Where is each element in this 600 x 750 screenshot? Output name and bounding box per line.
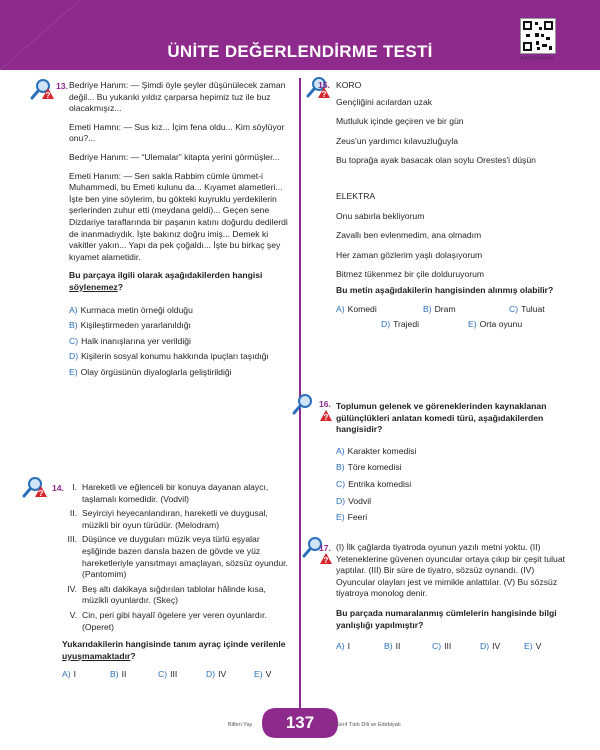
question-13 — [69, 80, 294, 382]
verse-line: Bitmez tükenmez bir çile dolduruyorum — [336, 269, 485, 280]
answer-option[interactable]: D) IV — [480, 641, 501, 652]
statement-item: IV. Beş altı dakikaya sığdırılan tablolar hâlinde kısa, müzikli oyunlardır. (Skeç) — [67, 583, 266, 606]
question-15 — [336, 80, 566, 331]
section-heading: KORO — [336, 80, 362, 90]
question-stem: Toplumun gelenek ve göreneklerinden kaynaklanan gülünçlükleri anlatan komedi türü, aşağıdakilerden hangisidir? — [336, 401, 547, 435]
answer-option[interactable]: E) V — [254, 669, 272, 680]
answer-option[interactable]: C) Entrika komedisi — [336, 478, 412, 489]
answer-option[interactable]: E) Olay örgüsünün diyaloglarla geliştirildiği — [69, 366, 232, 377]
answer-option[interactable]: A) I — [62, 669, 76, 680]
verse-line: Mutluluk içinde geçiren ve bir gün — [336, 116, 464, 127]
question-number: 15. — [318, 80, 330, 90]
page-number: 137 — [285, 713, 315, 732]
svg-text:?: ? — [323, 413, 329, 421]
warning-icon — [320, 410, 332, 421]
answer-option[interactable]: C) Tuluat — [509, 303, 545, 314]
svg-text:?: ? — [323, 556, 329, 564]
answer-option[interactable]: D) Vodvil — [336, 495, 372, 506]
question-stem: Yukarıdakilerin hangisinde tanım ayraç içinde verilenle uyuşmamaktadır? — [62, 639, 286, 661]
answer-option[interactable]: E) Orta oyunu — [468, 318, 523, 329]
answer-option[interactable]: B) II — [110, 669, 127, 680]
answer-option[interactable]: D) Kişilerin sosyal konumu hakkında ipuçları taşıdığı — [69, 351, 269, 362]
answer-option[interactable]: B) Kişileştirmeden yararlanıldığı — [69, 320, 191, 331]
answer-option[interactable]: D) IV — [206, 669, 227, 680]
svg-text:?: ? — [321, 90, 327, 98]
answer-option[interactable]: A) Kurmaca metin örneği olduğu — [69, 304, 193, 315]
warning-icon — [35, 486, 47, 497]
verse-line: Onu sabırla bekliyorum — [336, 210, 425, 221]
answer-option[interactable]: A) Karakter komedisi — [336, 445, 417, 456]
question-stem: Bu parçaya ilgili olarak aşağıdakilerden hangisi söylenemez? — [69, 270, 263, 292]
answer-options-row — [336, 641, 566, 653]
question-number: 13. — [56, 81, 68, 91]
answer-options-row — [62, 669, 294, 681]
warning-icon — [320, 553, 332, 564]
page-title: ÜNİTE DEĞERLENDİRME TESTİ — [167, 42, 433, 61]
answer-option[interactable]: B) Töre komedisi — [336, 462, 402, 473]
numbered-passage: (I) İlk çağlarda tiyatroda oyunun yazılı metni yoktu. (II) Yeteneklerine güvenen oyuncular ortaya çıkıp bir çeşit tuluat yaptılar. (III) Bir süre de tiyatro, sözsüz oynandı. (IV) Oyuncular olayları jest ve mimikle anlattılar. (V) Bu sözsüz tiyatroya monolog denir. — [336, 542, 565, 599]
answer-option[interactable]: E) V — [524, 641, 542, 652]
verse-line: Zavallı ben evlenmedim, ana olmadım — [336, 230, 482, 241]
question-16 — [336, 398, 566, 529]
magnifier-icon — [292, 393, 314, 415]
dialogue-line: Emeti Hamnı: — Sus kız... İçim fena oldu... Kim söylüyor onu?... — [69, 121, 285, 144]
statement-item: III. Düşünce ve duyguları müzik veya türlü eşyalar eşliğinde bazen dansla bazen de gövde ve yüz hareketleriyle yansıtmayı amaçlayan, sözsüz oyundur. (Pantomim) — [67, 534, 288, 580]
answer-option[interactable]: A) Komedi — [336, 303, 377, 314]
question-number: 16. — [319, 399, 331, 409]
qr-code-icon — [520, 18, 556, 54]
question-14 — [62, 482, 294, 681]
answer-options-row — [336, 319, 566, 331]
statement-item: II. Seyirciyi heyecanlandıran, hareketli ve duygusal, müzikli bir oyun türüdür. (Melodram) — [69, 508, 268, 530]
svg-text:?: ? — [45, 91, 51, 99]
answer-option[interactable]: B) Dram — [423, 303, 456, 314]
question-17 — [336, 542, 566, 653]
qr-code-label: B-09-TDE-KA-123 — [520, 55, 554, 60]
answer-options-row — [336, 304, 566, 316]
warning-icon — [42, 88, 54, 99]
footer-publisher: Bilfen Yay — [228, 722, 253, 728]
question-number: 14. — [52, 483, 64, 493]
footer-course: 9. Sınıf Türk Dili ve Edebiyatı — [330, 722, 401, 728]
statement-item: I. Hareketli ve eğlenceli bir konuya dayanan alaycı, taşlamalı komedidir. (Vodvil) — [72, 482, 269, 504]
answer-option[interactable]: D) Trajedi — [381, 318, 420, 329]
dialogue-line: Bedriye Hanım: — “Ulemalar” kitapta yerini görmüşler... — [69, 151, 280, 162]
answer-option[interactable]: C) III — [432, 641, 452, 652]
verse-line: Zeus'un yardımcı kılavuzluğuyla — [336, 135, 459, 146]
dialogue-line: Emeti Hanım: — Sen sakla Rabbim cümle ümmet-i Muhammedi, bu Emeti kulunu da... Kıyamet alametleri... İşte ben yine söylerim, bu gökteki kuyruklu yerdekilerin şerlerinden zuhur etti (meydana geldi)... Geçen sene Dizdariye taraflarında bir paşanın katını doğurdu dedilerdi de inanmadıydık. İşte bakınız doğru imiş... Demek ki vakitler yakın... Yapı da pek çoğaldı... İşte bu birkaç şey kıyamet alametidir. — [69, 170, 288, 262]
section-heading: ELEKTRA — [336, 190, 376, 201]
svg-text:?: ? — [38, 489, 44, 497]
answer-option[interactable]: C) III — [158, 669, 178, 680]
verse-line: Gençliğini acılardan uzak — [336, 96, 433, 107]
statement-item: V. Cin, peri gibi hayalî ögelere yer veren oyunlardır. (Operet) — [69, 609, 267, 632]
answer-option[interactable]: B) II — [384, 641, 401, 652]
verse-line: Her zaman gözlerim yaşlı dolaşıyorum — [336, 249, 483, 260]
question-stem: Bu metin aşağıdakilerin hangisinden alınmış olabilir? — [336, 284, 554, 295]
question-stem: Bu parçada numaralanmış cümlelerin hangisinde bilgi yanlışlığı yapılmıştır? — [336, 607, 557, 630]
answer-option[interactable]: E) Feeri — [336, 512, 368, 523]
verse-line: Bu toprağa ayak basacak olan soylu Orestes'i düşün — [336, 155, 536, 166]
question-number: 17. — [319, 543, 331, 553]
answer-option[interactable]: A) I — [336, 641, 350, 652]
dialogue-line: Bedriye Hanım: — Şimdi öyle şeyler düşünülecek zaman değil... Bu yukarıki yıldız çarparsa hepimiz tuz ile buz olacakmışız... — [69, 80, 286, 114]
answer-option[interactable]: C) Halk inanışlarına yer verildiği — [69, 335, 191, 346]
